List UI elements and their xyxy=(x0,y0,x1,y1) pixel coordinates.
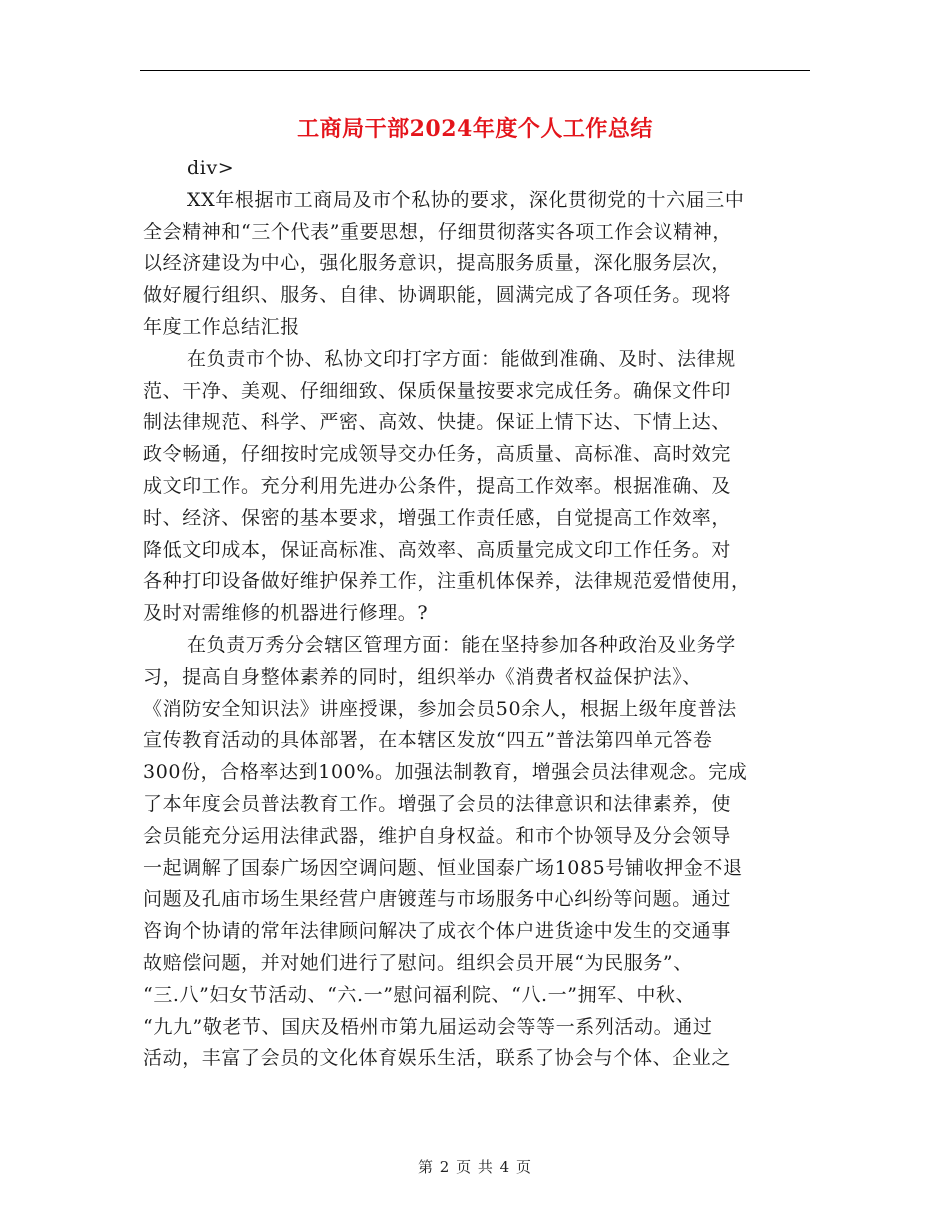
text-line: 范、干净、美观、仔细细致、保质保量按要求完成任务。确保文件印 xyxy=(143,379,732,402)
text-line: 习，提高自身整体素养的同时，组织举办《消费者权益保护法》、 xyxy=(143,665,702,688)
text-line: 年度工作总结汇报 xyxy=(143,315,300,338)
text-line: “九九”敬老节、国庆及梧州市第九届运动会等等一系列活动。通过 xyxy=(143,1015,713,1038)
text-line: 《消防安全知识法》讲座授课，参加会员50余人，根据上级年度普法 xyxy=(143,697,737,720)
text-line: 降低文印成本，保证高标准、高效率、高质量完成文印工作任务。对 xyxy=(143,538,732,561)
header-rule xyxy=(140,70,810,71)
text-line: 在负责市个协、私协文印打字方面：能做到准确、及时、法律规 xyxy=(187,347,736,370)
text-line: 咨询个协请的常年法律顾问解决了成衣个体户进货途中发生的交通事 xyxy=(143,920,732,943)
text-line: 做好履行组织、服务、自律、协调职能，圆满完成了各项任务。现将 xyxy=(143,284,732,307)
text-line: “三.八”妇女节活动、“六.一”慰问福利院、“八.一”拥军、中秋、 xyxy=(143,983,696,1006)
text-line: 300份，合格率达到100%。加强法制教育，增强会员法律观念。完成 xyxy=(143,761,748,784)
text-line: 成文印工作。充分利用先进办公条件，提高工作效率。根据准确、及 xyxy=(143,474,732,497)
text-line: 一起调解了国泰广场因空调问题、恒业国泰广场1085号铺收押金不退 xyxy=(143,856,743,879)
text-line: div> xyxy=(187,157,235,179)
text-line: 了本年度会员普法教育工作。增强了会员的法律意识和法律素养，使 xyxy=(143,792,732,815)
text-line: 故赔偿问题，并对她们进行了慰问。组织会员开展“为民服务”、 xyxy=(143,951,693,974)
text-line: 政令畅通，仔细按时完成领导交办任务，高质量、高标准、高时效完 xyxy=(143,443,732,466)
text-line: 会员能充分运用法律武器，维护自身权益。和市个协领导及分会领导 xyxy=(143,824,732,847)
text-line: 以经济建设为中心，强化服务意识，提高服务质量，深化服务层次， xyxy=(143,252,732,275)
text-line: 全会精神和“三个代表”重要思想，仔细贯彻落实各项工作会议精神， xyxy=(143,220,733,243)
text-line: 及时对需维修的机器进行修理。? xyxy=(143,602,429,625)
text-line: 活动，丰富了会员的文化体育娱乐生活，联系了协会与个体、企业之 xyxy=(143,1047,732,1070)
document-title: 工商局干部2024年度个人工作总结 xyxy=(297,116,653,142)
text-line: 时、经济、保密的基本要求，增强工作责任感，自觉提高工作效率， xyxy=(143,506,732,529)
document-body xyxy=(143,153,807,1075)
text-line: 各种打印设备做好维护保养工作，注重机体保养，法律规范爱惜使用， xyxy=(143,570,751,593)
text-line: XX年根据市工商局及市个私协的要求，深化贯彻党的十六届三中 xyxy=(187,188,745,211)
text-line: 宣传教育活动的具体部署，在本辖区发放“四五”普法第四单元答卷 xyxy=(143,729,713,752)
page-number-footer: 第 2 页 共 4 页 xyxy=(418,1158,532,1176)
text-line: 制法律规范、科学、严密、高效、快捷。保证上情下达、下情上达、 xyxy=(143,411,732,434)
text-line: 在负责万秀分会辖区管理方面：能在坚持参加各种政治及业务学 xyxy=(187,633,736,656)
text-line: 问题及孔庙市场生果经营户唐镀莲与市场服务中心纠纷等问题。通过 xyxy=(143,888,732,911)
